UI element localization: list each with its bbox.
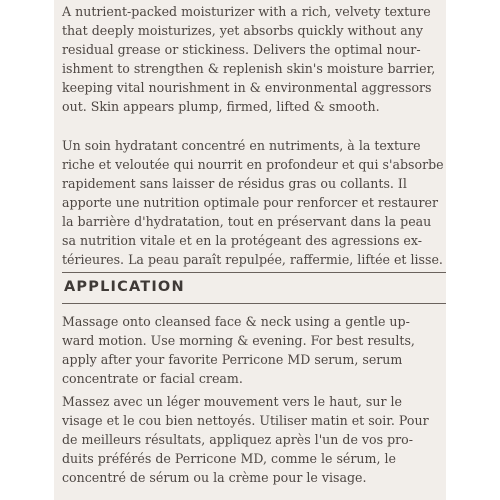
text-line: keeping vital nourishment in & environmental aggressors: [62, 80, 432, 95]
application-heading: APPLICATION: [64, 279, 185, 295]
text-line: la barrière d'hydratation, tout en préservant dans la peau: [62, 214, 432, 229]
section-divider-bottom: [62, 303, 446, 304]
text-line: Un soin hydratant concentré en nutriments, à la texture: [62, 138, 421, 153]
text-line: that deeply moisturizes, yet absorbs quickly without any: [62, 23, 424, 38]
description-english: [62, 2, 446, 116]
application-english: [62, 312, 446, 388]
text-line: concentré de sérum ou la crème pour le visage.: [62, 470, 367, 485]
text-line: out. Skin appears plump, firmed, lifted & smooth.: [62, 99, 380, 114]
text-line: A nutrient-packed moisturizer with a rich, velvety texture: [62, 4, 431, 19]
text-line: sa nutrition vitale et en la protégeant des agressions ex-: [62, 233, 423, 248]
text-line: de meilleurs résultats, appliquez après l'un de vos pro-: [62, 432, 413, 447]
text-line: apporte une nutrition optimale pour renforcer et restaurer: [62, 195, 438, 210]
section-divider-top: [62, 272, 446, 273]
text-line: visage et le cou bien nettoyés. Utiliser matin et soir. Pour: [62, 413, 429, 428]
application-french: [62, 392, 446, 487]
text-line: apply after your favorite Perricone MD serum, serum: [62, 352, 403, 367]
text-line: riche et veloutée qui nourrit en profondeur et qui s'absorbe: [62, 157, 444, 172]
text-line: Massage onto cleansed face & neck using a gentle up-: [62, 314, 410, 329]
description-french: [62, 136, 446, 269]
text-line: concentrate or facial cream.: [62, 371, 243, 386]
text-line: rapidement sans laisser de résidus gras ou collants. Il: [62, 176, 407, 191]
product-label-panel: [54, 0, 446, 500]
text-line: ward motion. Use morning & evening. For best results,: [62, 333, 415, 348]
text-line: duits préférés de Perricone MD, comme le sérum, le: [62, 451, 396, 466]
text-line: ishment to strengthen & replenish skin's moisture barrier,: [62, 61, 436, 76]
text-line: Massez avec un léger mouvement vers le haut, sur le: [62, 394, 402, 409]
text-line: residual grease or stickiness. Delivers the optimal nour-: [62, 42, 421, 57]
text-line: térieures. La peau paraît repulpée, raffermie, liftée et lisse.: [62, 252, 443, 267]
